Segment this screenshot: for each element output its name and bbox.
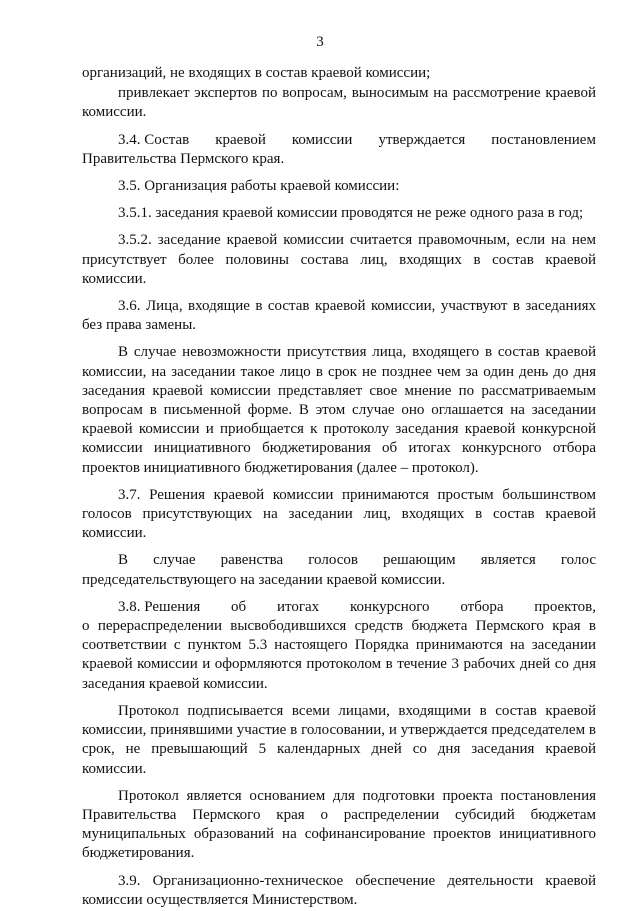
- p11-word: конкурсного: [349, 598, 430, 615]
- paragraph-6: 3.5.2. заседание краевой комиссии считается правомочным, если на нем присутствует более половины состава лиц, входящих в состав краевой комиссии.: [82, 232, 596, 287]
- p10-word: голос: [560, 552, 596, 569]
- p10-word: голосов: [308, 552, 358, 569]
- paragraph-11-first-line: [82, 598, 596, 617]
- p3-word: постановлением: [491, 131, 596, 148]
- paragraph-1: организаций, не входящих в состав краевой комиссии;: [82, 65, 431, 81]
- p10-word: является: [480, 552, 536, 569]
- paragraph-10: [82, 551, 596, 589]
- p11-word: об: [231, 598, 247, 615]
- paragraph-9: 3.7. Решения краевой комиссии принимаются простым большинством голосов присутствующих на заседании лиц, входящих в состав краевой комиссии.: [82, 486, 596, 542]
- p10-word: равенства: [220, 552, 284, 569]
- paragraph-4: 3.5. Организация работы краевой комиссии:: [118, 178, 400, 195]
- paragraph-11-tail: о перераспределении высвободившихся средств бюджета Пермского края в соответствии с пунктом 5.3 настоящего Порядка принимаются на заседании краевой комиссии и оформляются протоколом в течение 3 рабочих дней со дня заседания краевой комиссии.: [82, 618, 596, 692]
- paragraph-10-first-line: [82, 551, 596, 570]
- paragraph-7: 3.6. Лица, входящие в состав краевой комиссии, участвуют в заседаниях без права замены.: [82, 298, 596, 334]
- p3-word: комиссии: [291, 131, 353, 148]
- p3-word: 3.4. Состав: [118, 131, 190, 148]
- paragraph-11: [82, 598, 596, 694]
- p11-word: итогах: [276, 598, 320, 615]
- paragraph-10-tail: председательствующего на заседании краевой комиссии.: [82, 571, 446, 588]
- p10-word: решающим: [383, 552, 456, 569]
- p11-word: проектов,: [534, 598, 596, 615]
- p10-word: случае: [153, 552, 196, 569]
- paragraph-3-first-line: [82, 131, 596, 150]
- p3-word: утверждается: [378, 131, 466, 148]
- paragraph-5: 3.5.1. заседания краевой комиссии проводятся не реже одного раза в год;: [118, 205, 584, 222]
- paragraph-3-tail: Правительства Пермского края.: [82, 150, 285, 167]
- p11-word: 3.8. Решения: [118, 598, 201, 615]
- p3-word: краевой: [215, 131, 266, 148]
- paragraph-2: привлекает экспертов по вопросам, выносимым на рассмотрение краевой комиссии.: [82, 85, 596, 121]
- paragraph-14: 3.9. Организационно-техническое обеспечение деятельности краевой комиссии осуществляется Министерством.: [82, 872, 596, 908]
- paragraph-12: Протокол подписывается всеми лицами, входящими в состав краевой комиссии, принявшими участие в голосовании, и утверждается председателем в срок, не превышающий 5 календарных дней со дня заседания краевой комиссии.: [82, 702, 596, 777]
- paragraph-8: В случае невозможности присутствия лица, входящего в состав краевой комиссии, на заседании такое лицо в срок не позднее чем за один день до дня заседания краевой комиссии представляет свое мнение по рассматриваемым вопросам в письменной форме. В этом случае оно оглашается на заседании краевой комиссии и приобщается к протоколу заседания краевой конкурсной комиссии инициативного бюджетирования об итогах конкурсного отбора проектов инициативного бюджетирования (далее – протокол).: [82, 344, 596, 476]
- p10-word: В: [118, 552, 129, 569]
- document-body: [82, 64, 596, 911]
- paragraph-3: [82, 131, 596, 169]
- p11-word: отбора: [460, 598, 504, 615]
- paragraph-13: Протокол является основанием для подготовки проекта постановления Правительства Пермского края о распределении субсидий бюджетам муниципальных образований на софинансирование проектов инициативного бюджетирования.: [82, 787, 596, 862]
- page-number: 3: [316, 34, 324, 50]
